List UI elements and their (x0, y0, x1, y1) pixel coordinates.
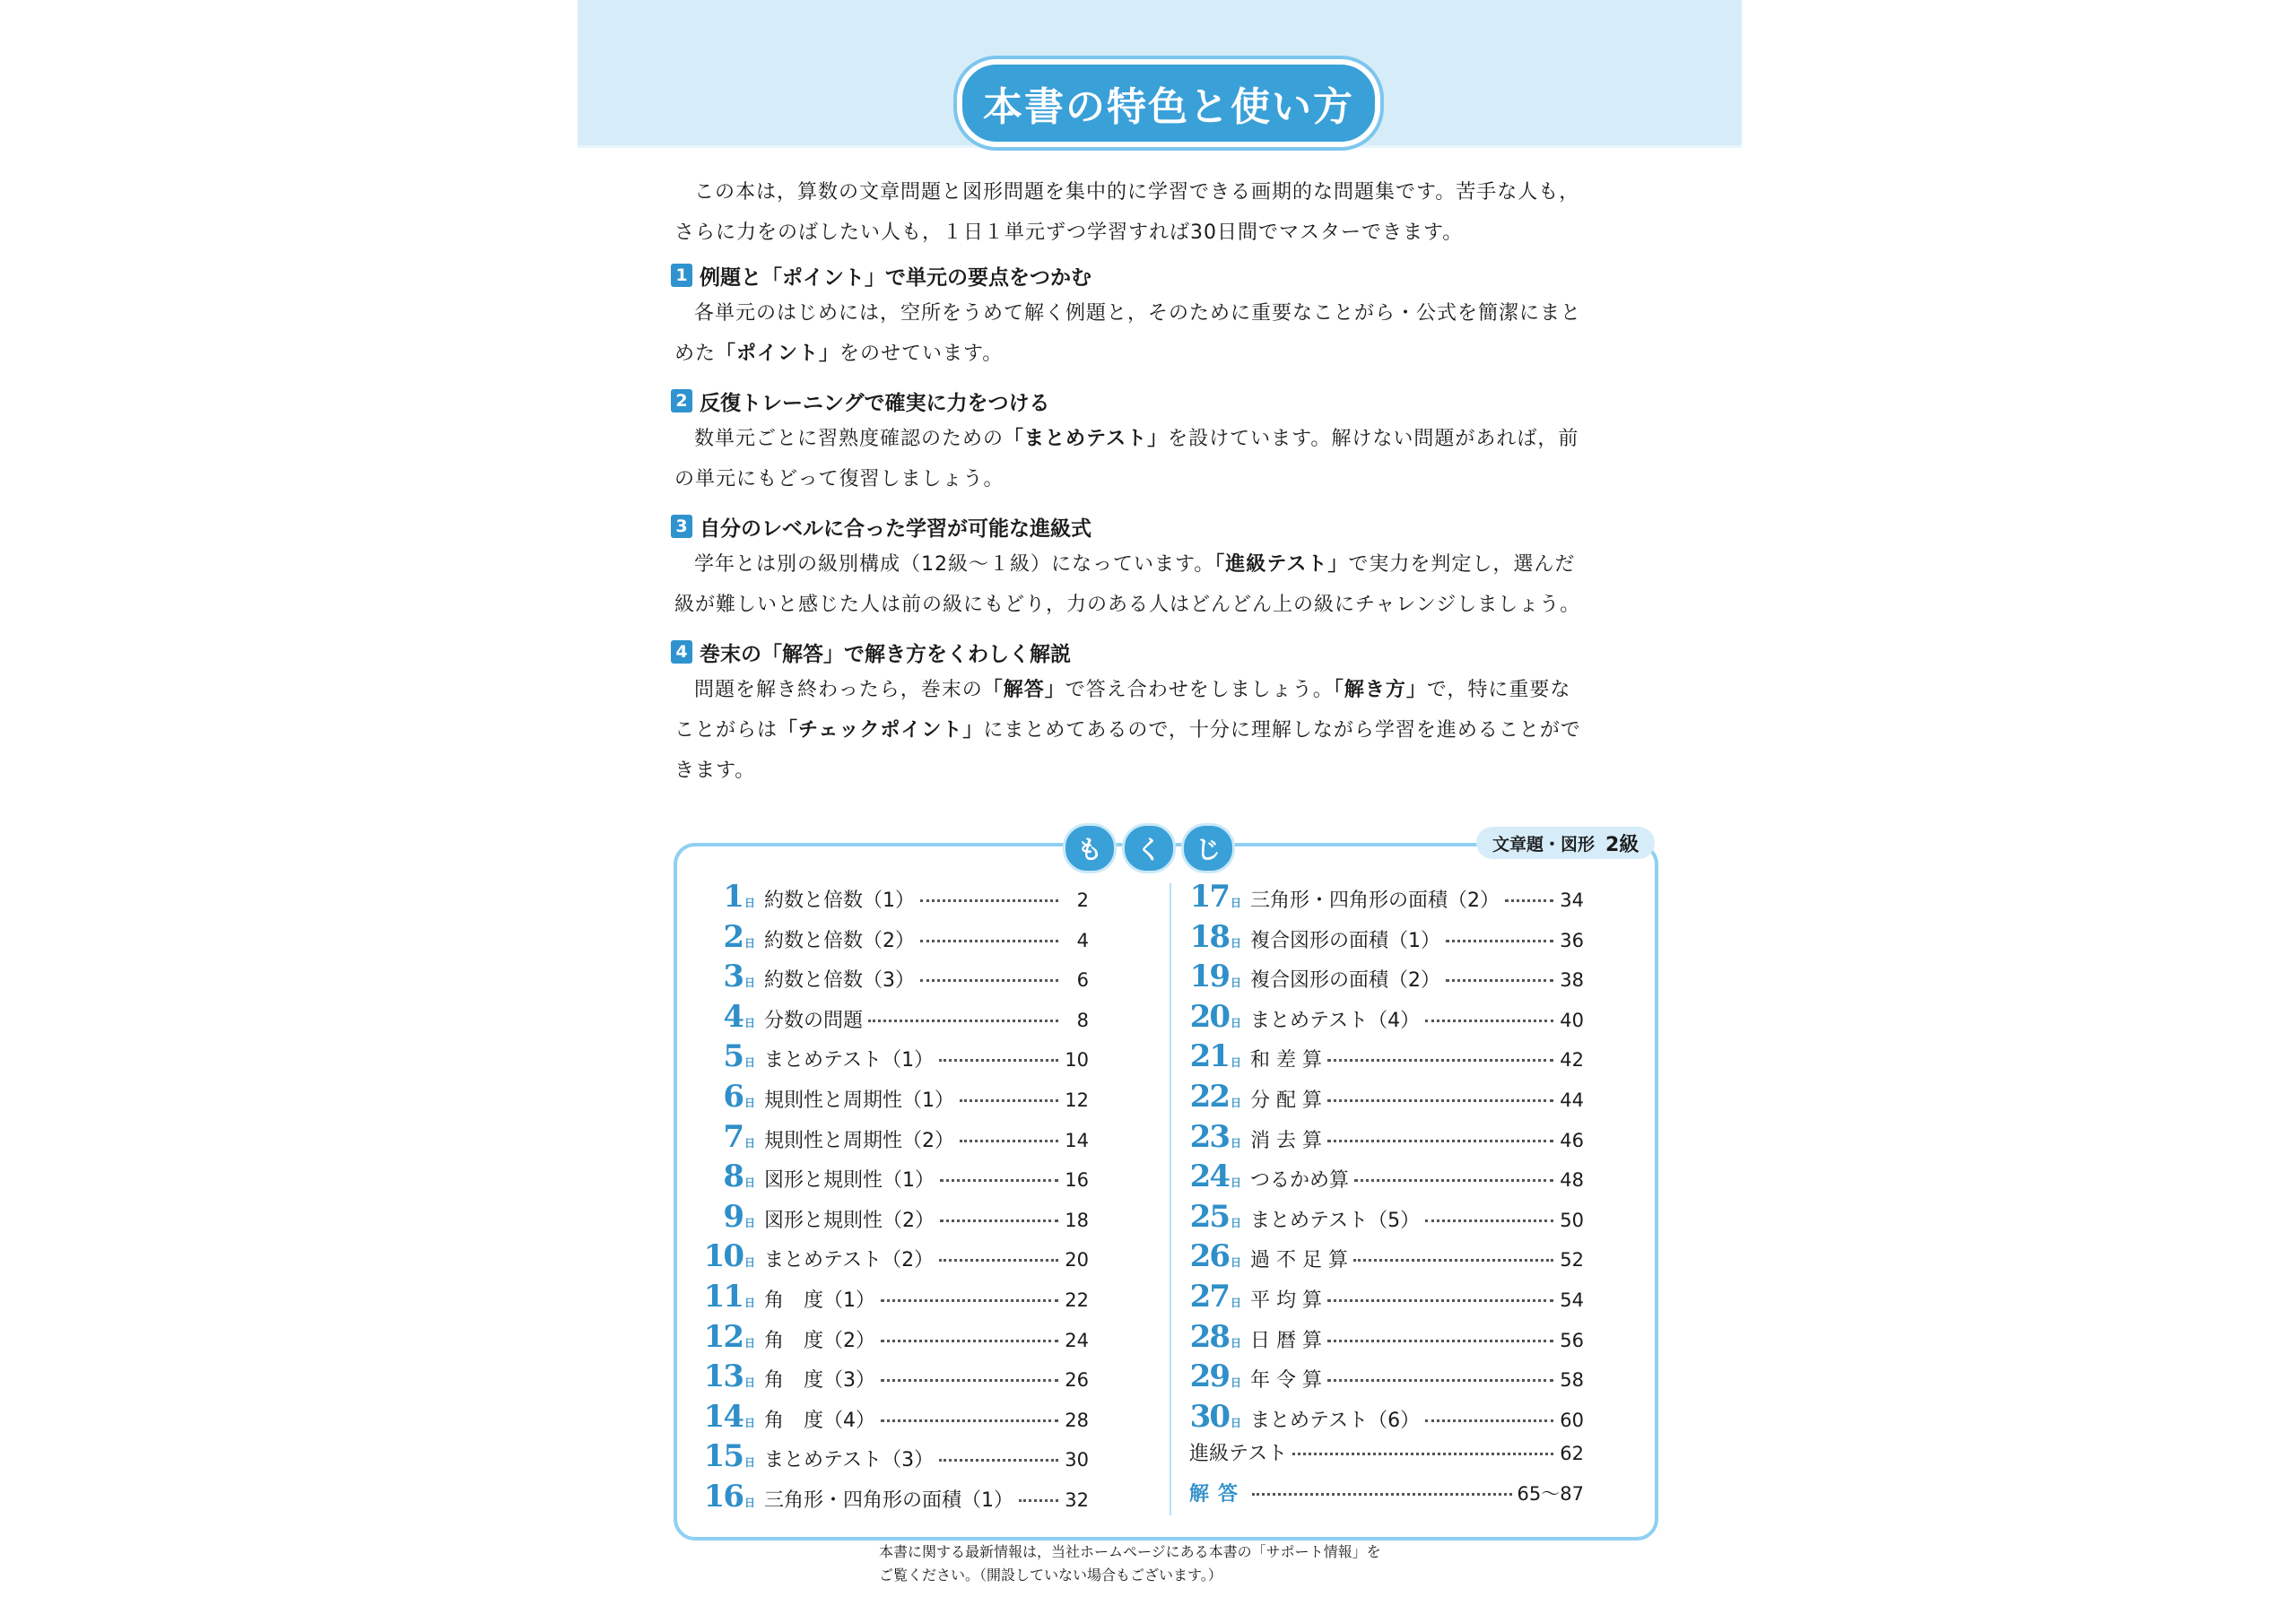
toc-leader-dots (1327, 1059, 1553, 1062)
toc-item[interactable] (703, 1399, 1089, 1439)
footnote (879, 1541, 1453, 1587)
toc-tabs (1063, 823, 1235, 873)
toc-page-number: 22 (1065, 1289, 1089, 1311)
intro-line: さらに力をのばしたい人も，１日１単元ずつ学習すれば30日間でマスターできます。 (674, 221, 1464, 244)
feature-line (674, 710, 1652, 751)
toc-leader-dots (1327, 1299, 1553, 1302)
toc-title: 三角形・四角形の面積（1） (764, 1488, 1013, 1512)
toc-title: まとめテスト（2） (764, 1249, 935, 1272)
toc-day-number: 21 (1189, 1038, 1229, 1075)
toc-title: まとめテスト（1） (764, 1049, 935, 1072)
feature-number-icon: 2 (671, 389, 692, 412)
footnote-line: ご覧ください。（開設していない場合もございます。） (879, 1567, 1222, 1584)
toc-title: 約数と倍数（1） (764, 890, 915, 912)
text: めた (674, 343, 717, 365)
toc-day-suffix: 日 (1231, 1296, 1242, 1309)
text: にまとめてあるので，十分に理解しながら学習を進めることがで (983, 719, 1581, 742)
toc-day-suffix: 日 (744, 1256, 756, 1270)
toc-leader-dots (1327, 1379, 1553, 1382)
toc-item[interactable] (1189, 1038, 1584, 1079)
feature-number-icon: 4 (671, 640, 692, 664)
toc-day-number: 7 (723, 1118, 743, 1155)
toc-day-number: 15 (703, 1438, 743, 1475)
toc-item[interactable] (1189, 999, 1584, 1039)
toc-page-number: 32 (1065, 1488, 1089, 1511)
toc-leader-dots (881, 1419, 1058, 1422)
toc-leader-dots (881, 1379, 1058, 1382)
toc-title: 過 不 足 算 (1250, 1249, 1348, 1272)
feature-body (674, 544, 1652, 625)
bold-text: 「まとめテスト」 (1004, 428, 1169, 450)
toc-leader-dots (920, 979, 1058, 982)
toc-divider (1170, 883, 1171, 1515)
toc-page-number: 10 (1065, 1049, 1089, 1072)
toc-day-number: 8 (723, 1159, 743, 1195)
toc-day-suffix: 日 (1231, 936, 1242, 950)
toc-day-suffix: 日 (1231, 1096, 1242, 1109)
toc-leader-dots (1354, 1179, 1553, 1182)
toc-page-number: 56 (1560, 1329, 1584, 1351)
toc-day-number: 14 (703, 1398, 743, 1435)
feature-line: きます。 (674, 759, 756, 782)
toc-leader-dots (960, 1140, 1058, 1142)
toc-leader-dots (1425, 1219, 1553, 1222)
toc-day-suffix: 日 (1231, 1416, 1242, 1429)
toc-day-number: 29 (1189, 1358, 1229, 1395)
toc-day-suffix: 日 (744, 936, 756, 950)
toc-item[interactable] (1189, 1238, 1584, 1279)
toc-day-number: 17 (1189, 879, 1229, 915)
feature-line: 級が難しいと感じた人は前の級にもどり，力のある人はどんどん上の級にチャレンジしましょう。 (674, 594, 1581, 616)
page (578, 0, 1742, 1623)
toc-item[interactable] (1189, 959, 1584, 999)
toc-right-column (1189, 879, 1584, 1519)
toc-page-number: 8 (1076, 1009, 1089, 1031)
toc-page-number: 40 (1560, 1009, 1584, 1031)
bold-text: 「解き方」 (1333, 679, 1427, 701)
toc-day-suffix: 日 (1231, 1056, 1242, 1070)
toc-page-number: 42 (1560, 1049, 1584, 1072)
toc-item[interactable] (1189, 919, 1584, 959)
toc-title: 約数と倍数（3） (764, 969, 915, 993)
toc-day-number: 13 (703, 1358, 743, 1395)
toc-day-number: 5 (723, 1038, 743, 1075)
text: ことがらは (674, 719, 778, 742)
toc-page-number: 34 (1560, 890, 1584, 911)
toc-day-suffix: 日 (1231, 1336, 1242, 1350)
toc-title: 分数の問題 (764, 1009, 864, 1032)
toc-leader-dots (1425, 1020, 1553, 1022)
toc-title: 規則性と周期性（2） (764, 1129, 954, 1152)
toc-item[interactable] (703, 1358, 1089, 1399)
toc-leader-dots (939, 1259, 1058, 1262)
toc-page-number: 18 (1065, 1209, 1089, 1231)
toc-item[interactable] (703, 1238, 1089, 1279)
feature-number-icon: 1 (671, 264, 692, 287)
toc-leader-dots (881, 1340, 1058, 1342)
toc-page-number: 52 (1560, 1249, 1584, 1271)
grade-value: 2級 (1605, 833, 1639, 856)
toc-title: 解答 (1189, 1482, 1248, 1506)
toc-title: 角 度（1） (764, 1289, 875, 1312)
toc-leader-dots (1446, 940, 1553, 942)
toc-title: 日 暦 算 (1250, 1329, 1322, 1352)
text: で答え合わせをしましょう。 (1065, 679, 1334, 701)
toc-day-suffix: 日 (744, 897, 756, 909)
toc-day-number: 9 (723, 1198, 743, 1235)
feature-heading (671, 508, 1652, 544)
text: を設けています。解けない問題があれば，前 (1168, 428, 1579, 450)
toc-title: 年 令 算 (1250, 1369, 1322, 1393)
toc-leader-dots (1353, 1259, 1553, 1262)
toc-page-number: 28 (1065, 1409, 1089, 1431)
toc-day-suffix: 日 (1231, 1216, 1242, 1229)
text: 学年とは別の級別構成（12級～１級）になっています。 (694, 553, 1215, 576)
toc-item[interactable] (703, 879, 1089, 919)
toc-title: 進級テスト (1189, 1443, 1288, 1466)
toc-title: 図形と規則性（1） (764, 1169, 935, 1193)
toc-tab: じ (1181, 823, 1235, 873)
toc-title: 複合図形の面積（1） (1250, 929, 1440, 952)
toc-page-number: 38 (1560, 969, 1584, 992)
toc-leader-dots (881, 1299, 1058, 1302)
toc-day-suffix: 日 (744, 1136, 756, 1150)
toc-page-number: 2 (1076, 890, 1089, 911)
toc-page-number: 20 (1065, 1249, 1089, 1271)
toc-title: 角 度（3） (764, 1369, 875, 1393)
bold-text: 「チェックポイント」 (778, 719, 984, 742)
text: 問題を解き終わったら，巻末の (694, 679, 983, 701)
toc-day-suffix: 日 (1231, 1176, 1242, 1190)
toc-page-number: 46 (1560, 1129, 1584, 1151)
feature-heading (671, 257, 1652, 293)
toc-title: 平 均 算 (1250, 1289, 1322, 1312)
toc-day-number: 3 (723, 959, 743, 995)
toc-leader-dots (940, 1179, 1058, 1182)
toc-page-number: 62 (1560, 1443, 1584, 1465)
toc-day-suffix: 日 (1231, 976, 1242, 990)
toc-item[interactable] (1189, 1399, 1584, 1439)
toc-day-suffix: 日 (1231, 1256, 1242, 1270)
toc-item[interactable] (703, 1479, 1089, 1519)
toc-leader-dots (1019, 1499, 1058, 1502)
toc-day-number: 24 (1189, 1159, 1229, 1195)
toc-title: 規則性と周期性（1） (764, 1089, 954, 1112)
feature-heading (671, 634, 1652, 670)
toc-item[interactable] (703, 919, 1089, 959)
bold-text: 「解答」 (982, 679, 1065, 701)
toc-title: つるかめ算 (1250, 1169, 1350, 1193)
toc-day-number: 2 (723, 918, 743, 955)
feature-line (674, 419, 1652, 459)
toc-day-number: 4 (723, 998, 743, 1035)
toc-day-suffix: 日 (744, 1096, 756, 1109)
feature-body (674, 419, 1652, 499)
toc-item[interactable] (1189, 1319, 1584, 1359)
toc-item[interactable] (703, 1199, 1089, 1239)
toc-day-suffix: 日 (1231, 1376, 1242, 1390)
feature-line: の単元にもどって復習しましょう。 (674, 468, 1004, 490)
toc-page-number: 16 (1065, 1169, 1089, 1192)
toc-item[interactable] (1189, 879, 1584, 919)
toc-leader-dots (920, 940, 1058, 942)
toc-leader-dots (1505, 899, 1553, 902)
toc-item[interactable] (1189, 1079, 1584, 1119)
toc-leader-dots (939, 1059, 1058, 1062)
toc-day-number: 23 (1189, 1118, 1229, 1155)
toc-left-column (703, 879, 1089, 1519)
toc-item[interactable] (703, 999, 1089, 1039)
toc-leader-dots (1425, 1419, 1553, 1422)
toc-day-number: 18 (1189, 918, 1229, 955)
toc-leader-dots (960, 1099, 1058, 1102)
text: で実力を判定し，選んだ (1348, 553, 1576, 576)
feature-body (674, 670, 1652, 791)
toc-day-number: 20 (1189, 998, 1229, 1035)
toc-page-number: 50 (1560, 1209, 1584, 1231)
feature-title: 反復トレーニングで確実に力をつける (700, 391, 1050, 415)
toc-page-number: 6 (1076, 969, 1089, 992)
toc-day-suffix: 日 (744, 1016, 756, 1029)
toc-page-number: 36 (1560, 929, 1584, 951)
toc-item[interactable] (703, 1319, 1089, 1359)
toc-day-number: 1 (723, 879, 743, 915)
toc-day-number: 16 (703, 1478, 743, 1515)
toc-day-number: 11 (703, 1278, 743, 1315)
grade-label: 文章題・図形 (1492, 834, 1596, 855)
toc-page-number: 24 (1065, 1329, 1089, 1351)
toc-item[interactable] (703, 959, 1089, 999)
footnote-line: 本書に関する最新情報は，当社ホームページにある本書の「サポート情報」を (879, 1543, 1381, 1560)
toc-tab: く (1122, 823, 1176, 873)
toc-page-number: 65～87 (1517, 1482, 1584, 1505)
page-title: 本書の特色と使い方 (957, 59, 1380, 147)
toc-item-promotion-test[interactable] (1189, 1438, 1584, 1479)
toc-day-number: 28 (1189, 1318, 1229, 1355)
feature-line (674, 334, 1652, 374)
toc-day-suffix: 日 (744, 1056, 756, 1070)
feature-title: 自分のレベルに合った学習が可能な進級式 (700, 516, 1091, 541)
toc-item[interactable] (703, 1438, 1089, 1479)
feature-4 (674, 634, 1652, 791)
toc-leader-dots (1327, 1099, 1553, 1102)
toc-title: 角 度（4） (764, 1409, 875, 1432)
toc-item[interactable] (1189, 1159, 1584, 1199)
feature-line: 各単元のはじめには，空所をうめて解く例題と，そのために重要なことがら・公式を簡潔にまと (694, 302, 1582, 325)
toc-title: まとめテスト（4） (1250, 1009, 1421, 1032)
toc-page-number: 30 (1065, 1449, 1089, 1471)
toc-day-number: 25 (1189, 1198, 1229, 1235)
toc-item-answers[interactable] (1189, 1479, 1584, 1519)
toc-item[interactable] (1189, 1358, 1584, 1399)
toc-day-suffix: 日 (1231, 1136, 1242, 1150)
toc-day-number: 30 (1189, 1398, 1229, 1435)
toc-item[interactable] (703, 1159, 1089, 1199)
toc-leader-dots (1292, 1453, 1553, 1455)
toc-title: 約数と倍数（2） (764, 929, 915, 952)
feature-3 (674, 508, 1652, 625)
intro-line: この本は，算数の文章問題と図形問題を集中的に学習できる画期的な問題集です。苦手な人も， (694, 181, 1580, 204)
toc-day-suffix: 日 (744, 1176, 756, 1190)
toc-title: まとめテスト（3） (764, 1449, 935, 1472)
toc-day-suffix: 日 (1231, 1016, 1242, 1029)
toc-leader-dots (1252, 1493, 1512, 1496)
bold-text: 「進級テスト」 (1214, 553, 1349, 576)
toc-page-number: 12 (1065, 1089, 1089, 1111)
toc-title: 消 去 算 (1250, 1129, 1322, 1152)
toc-item[interactable] (703, 1079, 1089, 1119)
toc-day-suffix: 日 (744, 976, 756, 990)
toc-day-suffix: 日 (744, 1216, 756, 1229)
toc-title: 複合図形の面積（2） (1250, 969, 1440, 993)
toc-day-number: 19 (1189, 959, 1229, 995)
toc-day-number: 10 (703, 1238, 743, 1275)
toc-page-number: 4 (1076, 929, 1089, 951)
toc-title: 図形と規則性（2） (764, 1209, 935, 1232)
toc-page-number: 14 (1065, 1129, 1089, 1151)
toc-leader-dots (939, 1459, 1058, 1462)
feature-title: 例題と「ポイント」で単元の要点をつかむ (700, 265, 1091, 290)
toc-title: 和 差 算 (1250, 1049, 1322, 1072)
toc-item[interactable] (703, 1279, 1089, 1319)
toc-title: 角 度（2） (764, 1329, 875, 1352)
toc-day-suffix: 日 (744, 1416, 756, 1429)
toc-leader-dots (868, 1020, 1058, 1022)
feature-body (674, 293, 1652, 374)
text: をのせています。 (839, 343, 1004, 365)
toc-page-number: 60 (1560, 1409, 1584, 1431)
feature-line (674, 670, 1652, 710)
toc-day-number: 22 (1189, 1078, 1229, 1115)
toc-day-number: 27 (1189, 1278, 1229, 1315)
toc-leader-dots (1327, 1140, 1553, 1142)
grade-badge (1476, 827, 1655, 859)
toc-item[interactable] (1189, 1199, 1584, 1239)
toc-page-number: 54 (1560, 1289, 1584, 1311)
feature-line (674, 544, 1652, 585)
text: で，特に重要な (1426, 679, 1571, 701)
toc-day-suffix: 日 (744, 1296, 756, 1309)
toc-leader-dots (1446, 979, 1553, 982)
toc-leader-dots (920, 899, 1058, 902)
intro-text (674, 172, 1652, 253)
toc-title: まとめテスト（6） (1250, 1409, 1421, 1432)
toc-item[interactable] (1189, 1279, 1584, 1319)
feature-heading (671, 383, 1652, 419)
feature-number-icon: 3 (671, 515, 692, 538)
feature-title: 巻末の「解答」で解き方をくわしく解説 (700, 642, 1071, 666)
bold-text: 「ポイント」 (716, 343, 840, 365)
toc-leader-dots (1327, 1340, 1553, 1342)
toc-page-number: 26 (1065, 1369, 1089, 1392)
toc-day-suffix: 日 (1231, 897, 1242, 909)
toc-day-suffix: 日 (744, 1456, 756, 1470)
toc-page-number: 58 (1560, 1369, 1584, 1392)
toc-title: 分 配 算 (1250, 1089, 1322, 1112)
toc-item[interactable] (1189, 1119, 1584, 1159)
toc-day-suffix: 日 (744, 1496, 756, 1509)
toc-day-number: 12 (703, 1318, 743, 1355)
toc-day-number: 6 (723, 1078, 743, 1115)
text: 数単元ごとに習熟度確認のための (694, 428, 1004, 450)
toc-page-number: 48 (1560, 1169, 1584, 1192)
toc-title: 三角形・四角形の面積（2） (1250, 890, 1500, 912)
toc-tab: も (1063, 823, 1117, 873)
toc-day-suffix: 日 (744, 1376, 756, 1390)
feature-2 (674, 383, 1652, 499)
toc-title: まとめテスト（5） (1250, 1209, 1421, 1232)
toc-item[interactable] (703, 1119, 1089, 1159)
toc-leader-dots (940, 1219, 1058, 1222)
feature-1 (674, 257, 1652, 374)
toc-page-number: 44 (1560, 1089, 1584, 1111)
toc-day-suffix: 日 (744, 1336, 756, 1350)
toc-item[interactable] (703, 1038, 1089, 1079)
toc-day-number: 26 (1189, 1238, 1229, 1275)
